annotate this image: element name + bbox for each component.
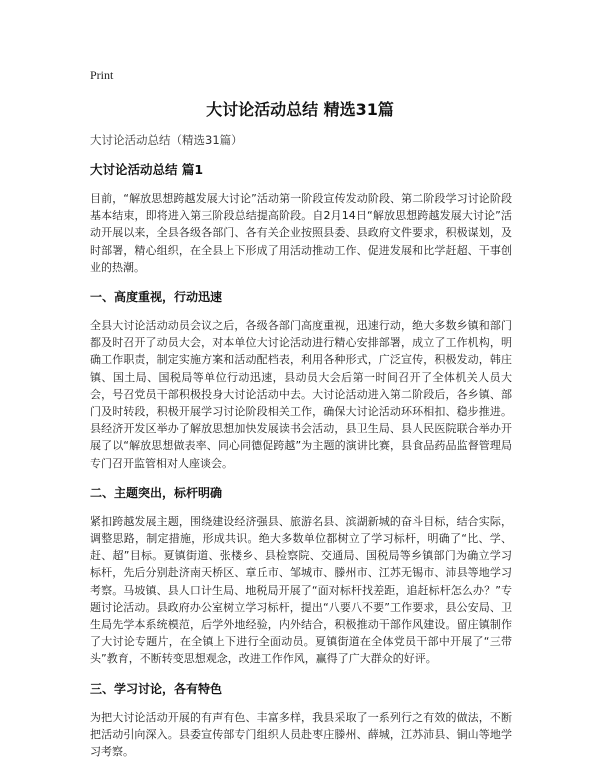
section-1-paragraph: 全县大讨论活动动员会议之后，各级各部门高度重视，迅速行动，绝大多数乡镇和部门都及时召开了动员大会，对本单位大讨论活动进行精心安排部署，成立了工作机构，明确工作职责，制定实施方案和活动配档表，利用各种形式，广泛宣传，积极发动，韩庄镇、国土局、国税局等单位行动迅速，县动员大会后第一时间召开了全体机关人员大会，号召党员干部积极投身大讨论活动中去。大讨论活动进入第二阶段后，各乡镇、部门及时转段，积极开展学习讨论阶段相关工作，确保大讨论活动环环相扣、稳步推进。县经济开发区举办了解放思想加快发展读书会活动，县卫生局、县人民医院联合举办开展了以“解放思想做表率、同心同德促跨越”为主题的演讲比赛，县食品药品监督管理局专门召开监管相对人座谈会。 bbox=[90, 319, 512, 470]
section-2-paragraph: 紧扣跨越发展主题，围绕建设经济强县、旅游名县、滨湖新城的奋斗目标，结合实际，调整思路，制定措施，形成共识。绝大多数单位都树立了学习标杆，明确了“比、学、赶、超”目标。夏镇街道、张楼乡、县检察院、交通局、国税局等乡镇部门为确立学习标杆，先后分别赴济南天桥区、章丘市、邹城市、滕州市、江苏无锡市、沛县等地学习考察。马坡镇、县人口计生局、地税局开展了“面对标杆找差距，追赶标杆怎么办？”专题讨论活动。县政府办公室树立学习标杆，提出“八要八不要”工作要求，县公安局、卫生局先学本系统模范，后学外地经验，内外结合，积极推动干部作风建设。留庄镇制作了大讨论专题片，在全镇上下进行全面动员。夏镇街道在全体党员干部中开展了“三带头”教育，不断转变思想观念，改进工作作风，赢得了广大群众的好评。 bbox=[90, 514, 512, 666]
print-link[interactable]: Print bbox=[90, 68, 114, 82]
article-heading: 大讨论活动总结 篇1 bbox=[90, 162, 204, 177]
section-heading-2: 二、主题突出，标杆明确 bbox=[90, 485, 223, 500]
page-subtitle: 大讨论活动总结（精选31篇） bbox=[90, 133, 243, 147]
intro-paragraph: 目前，“解放思想跨越发展大讨论”活动第一阶段宣传发动阶段、第二阶段学习讨论阶段基本结束，即将进入第三阶段总结提高阶段。自2月14日“解放思想跨越发展大讨论”活动开展以来，全县各级各部门、各有关企业按照县委、县政府文件要求，积极谋划，及时部署，精心组织，在全县上下形成了用活动推动工作、促进发展和比学赶超、干事创业的热潮。 bbox=[90, 192, 512, 274]
section-heading-1: 一、高度重视，行动迅速 bbox=[90, 290, 223, 305]
section-3-paragraph: 为把大讨论活动开展的有声有色、丰富多样，我县采取了一系列行之有效的做法，不断把活动引向深入。县委宣传部专门组织人员赴枣庄滕州、薛城，江苏沛县、铜山等地学习考察。 bbox=[90, 710, 512, 759]
page-title: 大讨论活动总结 精选31篇 bbox=[206, 100, 394, 119]
section-heading-3: 三、学习讨论，各有特色 bbox=[90, 681, 223, 696]
article-body bbox=[90, 160, 512, 772]
